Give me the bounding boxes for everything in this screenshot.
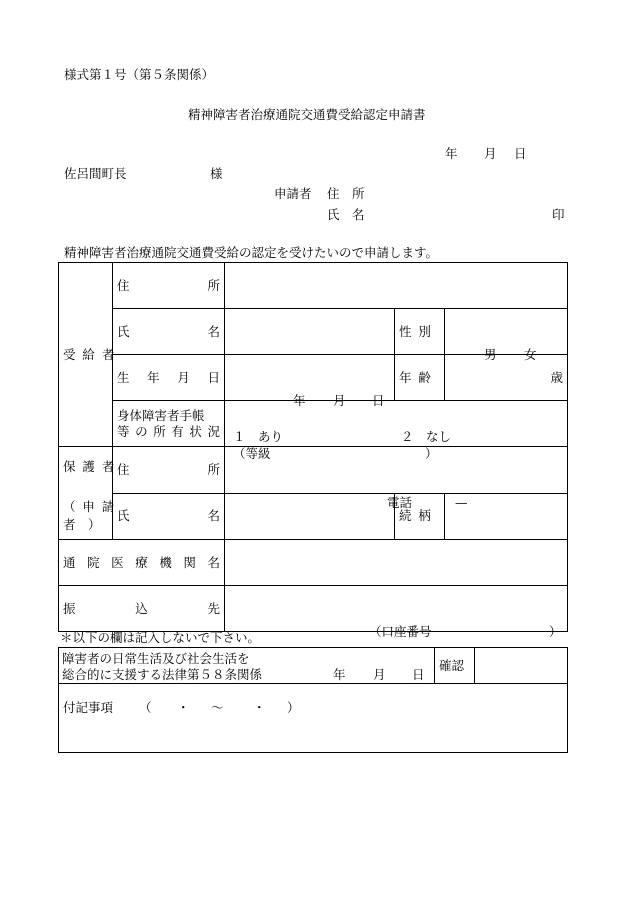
account-number-label: （口座番号 [369,623,432,639]
sex-field[interactable] [445,309,568,362]
handbook-grade-close: ） [425,445,438,461]
date-month: 月 [484,146,497,161]
recipient-address-label-cell: 住 所 [113,263,225,309]
age-unit: 歳 [550,369,563,385]
recipient-address-field[interactable] [225,263,568,309]
remarks-label: 付記事項 [63,700,114,715]
recipient-group-label: 受給者 [59,263,113,447]
birth-month: 月 [333,392,346,408]
birth-year: 年 [293,392,306,408]
account-number-close: ） [549,623,562,639]
confirm-label: 確認 [435,648,475,684]
sex-label: 性別 [395,309,445,355]
recipient-name-label-cell: 氏 名 [113,309,225,355]
remarks-dot-2: ・ [253,700,266,715]
seal-mark: 印 [552,207,565,222]
remarks-close: ） [287,700,300,715]
sex-male: 男 [484,346,497,362]
office-use-table [58,647,568,753]
law-line-2: 総合的に支援する法律第５８条関係 [62,666,263,682]
birth-field[interactable] [225,355,395,408]
transfer-label: 振 込 先 [59,586,225,632]
handbook-no: ２ なし [401,428,452,444]
guardian-name-field[interactable] [225,493,395,540]
remarks-dot-1: ・ [177,700,190,715]
form-number: 様式第１号（第５条関係） [64,67,215,82]
age-field[interactable] [445,355,568,401]
guardian-address-label-cell: 住 所 [113,447,225,494]
hospital-label: 通 院 医 療 機 関 名 [59,540,225,586]
applicant-name-label: 氏 名 [327,207,365,222]
date-year: 年 [445,146,458,161]
hospital-field[interactable] [225,540,568,586]
addressee-honorific: 様 [210,166,223,181]
remarks-open: （ [139,700,152,715]
handbook-grade: （等級 [233,445,271,461]
remarks-cell[interactable] [59,684,568,753]
applicant-label: 申請者 [274,186,312,201]
date-day: 日 [514,146,527,161]
recipient-name-field[interactable] [225,309,395,355]
birth-label: 生 年 月 日 [113,355,225,401]
guardian-name-label-cell: 氏 名 [113,493,225,540]
applicant-address-label: 住 所 [327,186,365,201]
handbook-label: 身体障害者手帳 等 の 所 有 状 況 [113,401,225,447]
handbook-field[interactable] [225,401,568,461]
form-title: 精神障害者治療通院交通費受給認定申請書 [188,107,426,122]
transfer-field[interactable] [225,586,568,639]
law-line-1: 障害者の日常生活及び社会生活を [62,650,250,666]
law-reference-cell [59,648,435,684]
phone-dash: — [455,494,468,510]
relation-label: 続柄 [395,493,445,540]
age-label: 年齢 [395,355,445,401]
application-statement: 精神障害者治療通院交通費受給の認定を受けたいので申請します。 [64,245,439,260]
guardian-group-label: 保護者 （申請 者 ） [59,447,113,540]
office-day: 日 [412,666,425,682]
addressee-name: 佐呂間町長 [64,166,127,181]
office-month: 月 [373,666,386,682]
handbook-yes: １ あり [233,428,284,444]
sex-female: 女 [524,346,537,362]
office-use-note: ＊以下の欄は記入しないで下さい。 [60,630,261,645]
confirm-field[interactable] [475,648,568,684]
remarks-tilde: 〜 [211,700,224,715]
guardian-address-field[interactable] [225,447,568,510]
phone-label: 電話 [387,494,413,510]
office-year: 年 [333,666,346,682]
birth-day: 日 [372,392,385,408]
